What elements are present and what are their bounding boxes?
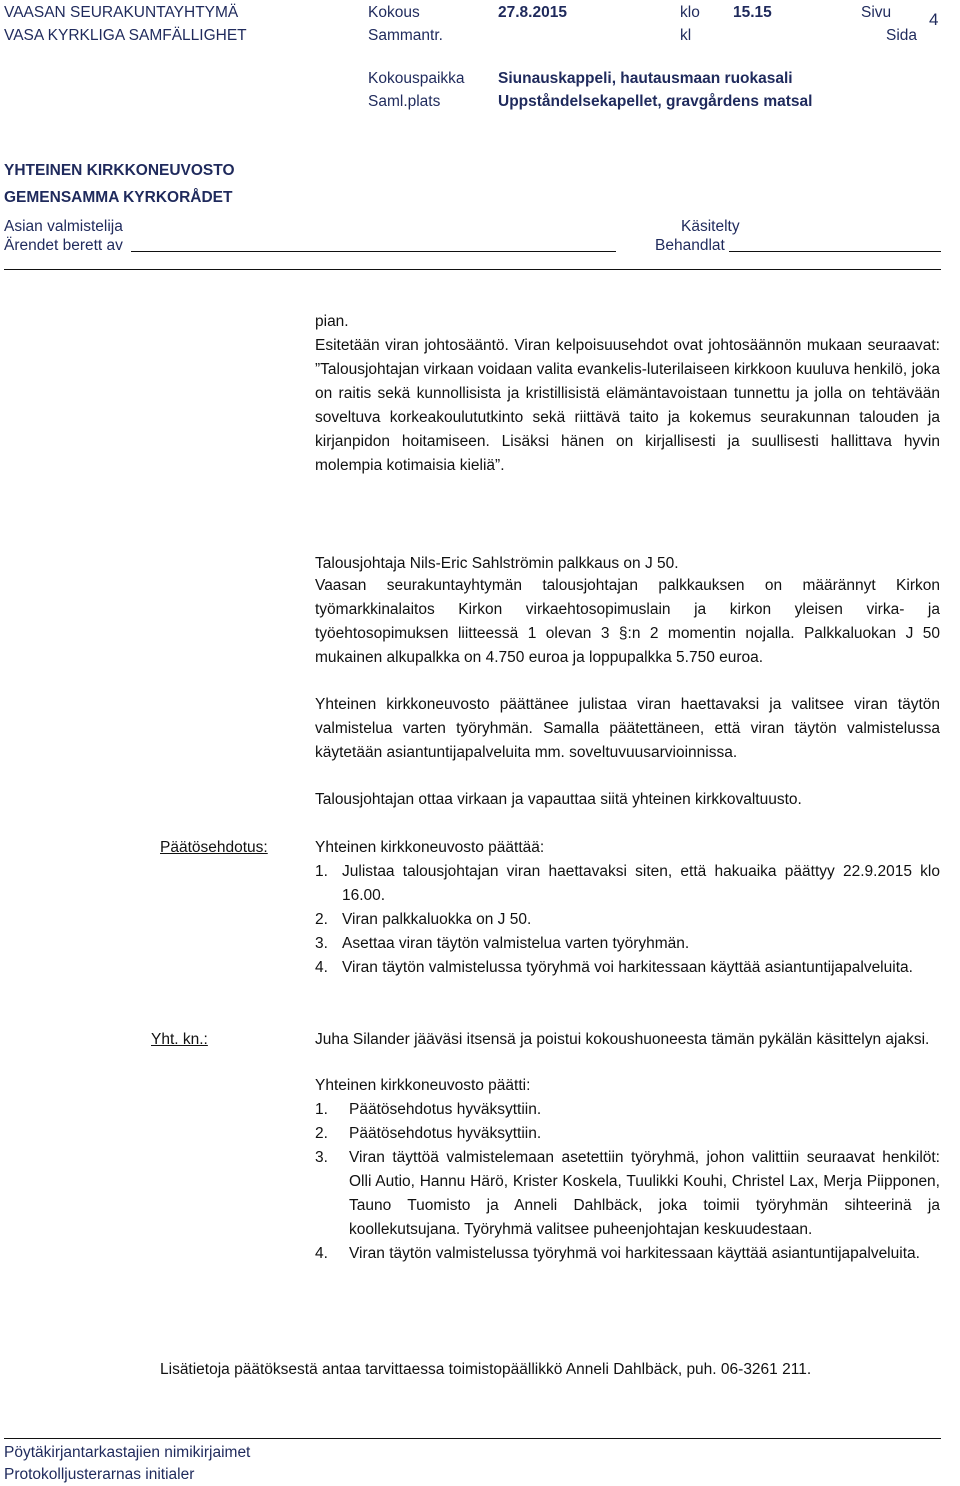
decision-recusal: Juha Silander jääväsi itsensä ja poistui kokoushuoneesta tämän pykälän käsittelyn ajaksi. <box>315 1031 930 1048</box>
list-item: 1. Julistaa talousjohtajan viran haettavaksi siten, että hakuaika päättyy 22.9.2015 klo 16.00. <box>315 863 940 904</box>
paragraph-salary-current: Talousjohtaja Nils-Eric Sahlströmin palkkaus on J 50. <box>315 555 679 572</box>
page-label-sv: Sida <box>886 27 918 44</box>
place-fi: Siunauskappeli, hautausmaan ruokasali <box>498 70 793 87</box>
prepared-by-line <box>131 251 616 252</box>
paragraph-continuation: pian. <box>315 313 349 330</box>
footer-initials-fi: Pöytäkirjantarkastajien nimikirjaimet <box>4 1444 251 1461</box>
meeting-time: 15.15 <box>733 4 772 21</box>
handled-label-fi: Käsitelty <box>681 218 740 235</box>
meeting-label-fi: Kokous <box>368 4 420 21</box>
handled-label-sv: Behandlat <box>655 237 725 254</box>
body-name-sv: GEMENSAMMA KYRKORÅDET <box>4 189 233 206</box>
paragraph-salary-basis: Vaasan seurakuntayhtymän talousjohtajan palkkauksen on määrännyt Kirkon työmarkkinalaitos Kirkon virkaehtosopimuslain ja kirkon yleisen virka- ja työehtosopimuksen liitteessä 1 olevan 3 §:n 2 momentin nojalla. Palkkaluokan J 50 mukainen alkupalkka on 4.750 euroa ja loppupalkka 5.750 euroa. <box>315 577 940 666</box>
place-sv: Uppståndelsekapellet, gravgårdens matsal <box>498 93 813 110</box>
handled-line <box>729 251 941 252</box>
list-item: 3. Viran täyttöä valmistelemaan asetettiin työryhmä, johon valittiin seuraavat henkilöt: Olli Autio, Hannu Härö, Krister Koskela, Tuulikki Kouhi, Christel Lax, Merja Piipponen, Tauno Tuomisto ja Anneli Dahlbäck, joka toimii työryhmän sihteerinä ja koollekutsujana. Työryhmä valitsee puheenjohtajan keskuudestaan. <box>315 1149 940 1238</box>
contact-info: Lisätietoja päätöksestä antaa tarvittaessa toimistopäällikkö Anneli Dahlbäck, puh. 06-3261 211. <box>160 1361 812 1378</box>
list-item: 4. Viran täytön valmistelussa työryhmä voi harkitessaan käyttää asiantuntijapalveluita. <box>315 959 913 976</box>
decision-list <box>315 1098 940 1266</box>
paragraph-appointment: Talousjohtajan ottaa virkaan ja vapauttaa siitä yhteinen kirkkovaltuusto. <box>315 791 802 808</box>
meeting-date: 27.8.2015 <box>498 4 567 21</box>
time-label-sv: kl <box>680 27 692 44</box>
proposal-list <box>315 860 940 980</box>
time-label-fi: klo <box>680 4 700 21</box>
list-item: 4. Viran täytön valmistelussa työryhmä voi harkitessaan käyttää asiantuntijapalveluita. <box>315 1245 920 1262</box>
org-name-sv: VASA KYRKLIGA SAMFÄLLIGHET <box>4 27 247 44</box>
list-item: 1. Päätösehdotus hyväksyttiin. <box>315 1101 542 1118</box>
page-label-fi: Sivu <box>861 4 892 21</box>
place-label-sv: Saml.plats <box>368 93 441 110</box>
proposal-label: Päätösehdotus: <box>160 839 268 856</box>
page-number: 4 <box>929 10 939 29</box>
paragraph-recruitment: Yhteinen kirkkoneuvosto päättänee julistaa viran haettavaksi ja valitsee viran täytön valmistelua varten työryhmän. Samalla päätettäneen, että viran täytön valmistelussa käytetään asiantuntijapalveluita mm. soveltuvuusarvioinnissa. <box>315 696 940 761</box>
prepared-by-label-sv: Ärendet berett av <box>4 237 123 254</box>
meeting-label-sv: Sammantr. <box>368 27 443 44</box>
decision-label: Yht. kn.: <box>151 1031 208 1048</box>
footer-initials-sv: Protokolljusterarnas initialer <box>4 1466 195 1483</box>
paragraph-job-description: Esitetään viran johtosääntö. Viran kelpoisuusehdot ovat johtosäännön mukaan seuraavat: ”Talousjohtajan virkaan voidaan valita evankelis-luterilaiseen kirkkoon kuuluva henkilö, joka on raitis sekä kunnollisista ja kristillisistä elämäntavoistaan tunnettu ja jolla on tehtävään soveltuva korkeakoulututkinto sekä riittävä taito ja kokemus seurakunnan talouden ja kirjanpidon hoitamiseen. Lisäksi hänen on kirjallisesti ja suullisesti hallittava hyvin molempia kotimaisia kieliä”. <box>315 337 940 474</box>
proposal-intro: Yhteinen kirkkoneuvosto päättää: <box>315 839 545 856</box>
list-item: 2. Päätösehdotus hyväksyttiin. <box>315 1125 542 1142</box>
decision-intro: Yhteinen kirkkoneuvosto päätti: <box>315 1077 531 1094</box>
header-separator <box>4 269 941 270</box>
place-label-fi: Kokouspaikka <box>368 70 465 87</box>
list-item: 3. Asettaa viran täytön valmistelua varten työryhmän. <box>315 935 690 952</box>
org-name-fi: VAASAN SEURAKUNTAYHTYMÄ <box>4 4 239 21</box>
footer-separator <box>4 1438 941 1439</box>
prepared-by-label-fi: Asian valmistelija <box>4 218 123 235</box>
body-name-fi: YHTEINEN KIRKKONEUVOSTO <box>4 162 235 179</box>
list-item: 2. Viran palkkaluokka on J 50. <box>315 911 532 928</box>
